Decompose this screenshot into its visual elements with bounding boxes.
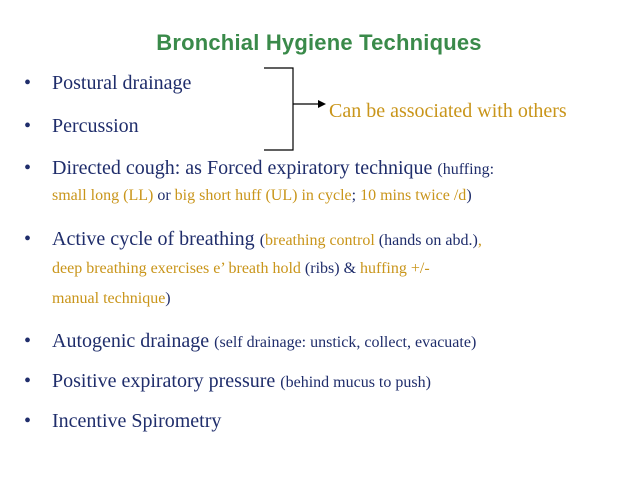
bullet-marker: • bbox=[24, 330, 32, 352]
acbt-ampersand: & bbox=[343, 260, 361, 277]
cough-big-short: big short huff (UL) in cycle bbox=[174, 187, 352, 204]
bullet-marker: • bbox=[24, 157, 32, 179]
bullet-marker: • bbox=[24, 410, 32, 432]
item-text bbox=[52, 228, 482, 251]
cough-semicolon: ; bbox=[351, 187, 361, 204]
item-text: Incentive Spirometry bbox=[52, 410, 222, 432]
acbt-breathing-control: breathing control bbox=[265, 232, 375, 249]
acbt-ribs: (ribs) bbox=[300, 260, 344, 277]
cough-or: or bbox=[153, 187, 175, 204]
cough-main: Directed cough: as Forced expiratory technique bbox=[52, 157, 438, 179]
bullet-marker: • bbox=[24, 370, 32, 392]
bullet-marker: • bbox=[24, 115, 32, 137]
item-text: Percussion bbox=[52, 115, 139, 137]
cough-close: ) bbox=[466, 187, 472, 204]
acbt-detail-line-1 bbox=[52, 260, 430, 278]
acbt-paren-open: ( bbox=[259, 232, 266, 249]
slide-title: Bronchial Hygiene Techniques bbox=[156, 30, 482, 55]
acbt-close: ) bbox=[165, 290, 171, 307]
autogenic-main: Autogenic drainage bbox=[52, 330, 215, 352]
bullet-marker: • bbox=[24, 72, 32, 94]
acbt-manual-technique: manual technique bbox=[52, 290, 166, 307]
item-text bbox=[52, 330, 476, 353]
pep-main: Positive expiratory pressure bbox=[52, 370, 281, 392]
acbt-huffing: huffing +/- bbox=[360, 260, 430, 277]
acbt-deep-breathing: deep breathing exercises e’ breath hold bbox=[52, 260, 301, 277]
item-text bbox=[52, 370, 431, 393]
acbt-main: Active cycle of breathing bbox=[52, 228, 260, 250]
item-text: Postural drainage bbox=[52, 72, 192, 94]
acbt-hands: (hands on abd.) bbox=[374, 232, 478, 249]
bullet-marker: • bbox=[24, 228, 32, 250]
cough-frequency: 10 mins twice /d bbox=[360, 187, 467, 204]
item-text bbox=[52, 157, 494, 180]
cough-detail-line bbox=[52, 187, 472, 205]
association-note: Can be associated with others bbox=[329, 100, 567, 122]
cough-paren: (huffing: bbox=[437, 161, 495, 178]
acbt-detail-line-2 bbox=[52, 290, 171, 308]
acbt-comma: , bbox=[477, 232, 482, 249]
pep-sub: (behind mucus to push) bbox=[280, 374, 431, 391]
autogenic-sub: (self drainage: unstick, collect, evacuate) bbox=[214, 334, 477, 351]
cough-small-long: small long (LL) bbox=[52, 187, 154, 204]
